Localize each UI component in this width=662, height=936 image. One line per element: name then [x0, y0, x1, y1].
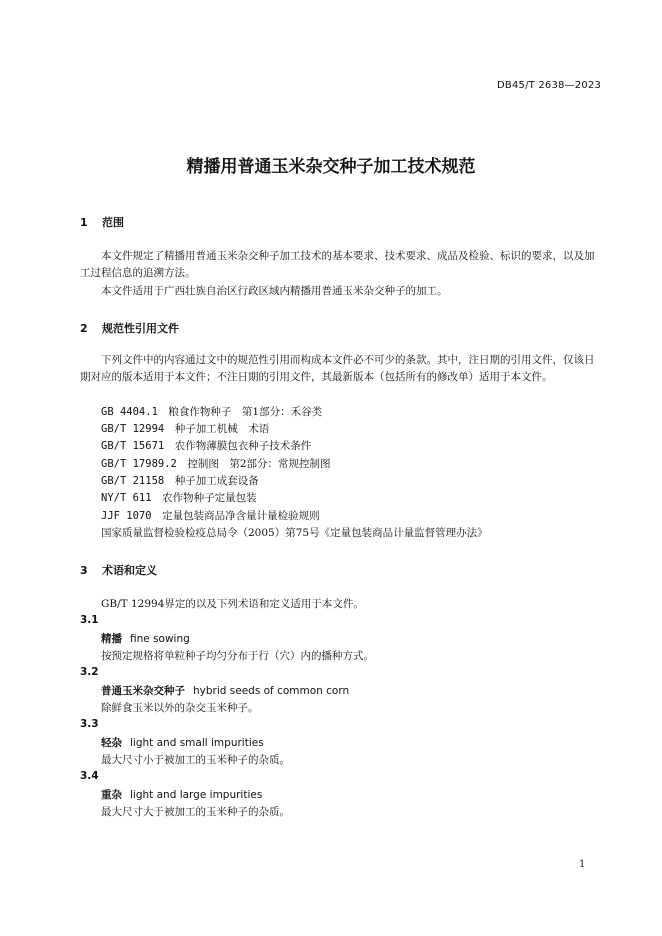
scope-paragraph-2: 本文件适用于广西壮族自治区行政区域内精播用普通玉米杂交种子的加工。	[101, 285, 448, 297]
reference-item	[101, 404, 322, 419]
section-number: 2	[80, 322, 88, 335]
terms-intro: GB/T 12994界定的以及下列术语和定义适用于本文件。	[101, 598, 364, 610]
term-entry	[101, 735, 264, 750]
term-entry	[101, 631, 190, 646]
reference-code: GB/T 21158	[101, 475, 165, 487]
term-english: light and small impurities	[130, 737, 264, 749]
reference-code: NY/T 611	[101, 492, 152, 504]
section-title: 规范性引用文件	[102, 322, 179, 335]
page-number: 1	[579, 859, 586, 870]
term-chinese: 普通玉米杂交种子	[101, 685, 185, 697]
term-definition: 除鲜食玉米以外的杂交玉米种子。	[101, 702, 259, 714]
reference-item	[101, 438, 311, 453]
term-number: 3.3	[80, 718, 99, 730]
reference-code: GB/T 12994	[101, 423, 165, 435]
section-2-heading	[80, 320, 179, 336]
section-number: 1	[80, 216, 88, 229]
term-number: 3.4	[80, 770, 99, 782]
term-chinese: 轻杂	[101, 737, 122, 749]
reference-code: GB/T 15671	[101, 440, 165, 452]
references-intro: 下列文件中的内容通过文中的规范性引用而构成本文件必不可少的条款。其中，注日期的引用文件，仅该日期对应的版本适用于本文件；不注日期的引用文件，其最新版本（包括所有的修改单）适用于本文件。	[80, 354, 595, 383]
section-title: 范围	[102, 216, 124, 229]
section-1-heading	[80, 214, 124, 230]
reference-title: 国家质量监督检验检疫总局令（2005）第75号《定量包装商品计量监督管理办法》	[101, 527, 488, 539]
reference-item	[101, 473, 259, 488]
term-entry	[101, 683, 349, 698]
reference-title: 农作物薄膜包衣种子技术条件	[174, 440, 312, 452]
reference-code: GB/T 17989.2	[101, 458, 177, 470]
term-entry	[101, 787, 262, 802]
section-title: 术语和定义	[102, 564, 157, 577]
reference-code: GB 4404.1	[101, 406, 158, 418]
term-number: 3.1	[80, 614, 99, 626]
term-definition: 最大尺寸小于被加工的玉米种子的杂质。	[101, 754, 290, 766]
document-number: DB45/T 2638—2023	[497, 80, 602, 91]
reference-title: 种子加工机械 术语	[174, 423, 270, 435]
reference-item	[101, 508, 320, 523]
reference-item	[101, 456, 331, 471]
section-number: 3	[80, 564, 88, 577]
term-number: 3.2	[80, 666, 99, 678]
term-english: hybrid seeds of common corn	[193, 685, 350, 697]
reference-code: JJF 1070	[101, 510, 152, 522]
term-english: fine sowing	[130, 633, 190, 645]
reference-item	[101, 421, 269, 436]
term-definition: 按预定规格将单粒种子均匀分布于行（穴）内的播种方式。	[101, 650, 374, 662]
term-english: light and large impurities	[130, 789, 263, 801]
reference-title: 农作物种子定量包装	[162, 492, 257, 504]
document-title: 精播用普通玉米杂交种子加工技术规范	[186, 157, 476, 177]
term-chinese: 精播	[101, 633, 122, 645]
reference-title: 定量包装商品净含量计量检验规则	[162, 510, 320, 522]
term-chinese: 重杂	[101, 789, 122, 801]
reference-title: 控制图 第2部分：常规控制图	[187, 458, 331, 470]
reference-item	[101, 525, 488, 540]
reference-item	[101, 490, 257, 505]
term-definition: 最大尺寸大于被加工的玉米种子的杂质。	[101, 806, 290, 818]
section-3-heading	[80, 562, 157, 578]
scope-paragraph-1: 本文件规定了精播用普通玉米杂交种子加工技术的基本要求、技术要求、成品及检验、标识的要求，以及加工过程信息的追溯方法。	[80, 250, 595, 279]
reference-title: 粮食作物种子 第1部分：禾谷类	[168, 406, 323, 418]
reference-title: 种子加工成套设备	[174, 475, 259, 487]
